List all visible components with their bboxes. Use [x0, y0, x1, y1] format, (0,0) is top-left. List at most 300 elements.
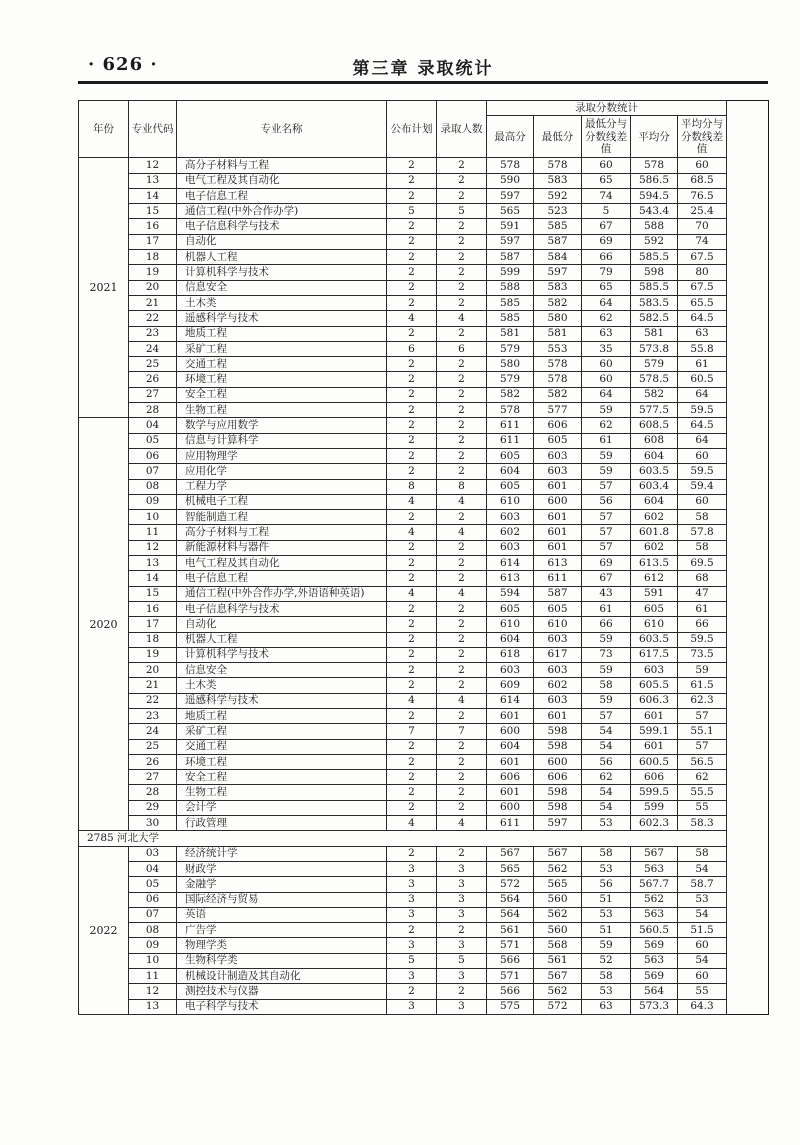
institution-row: [79, 831, 769, 846]
max-cell: 578: [487, 158, 534, 173]
table-row: [79, 969, 769, 984]
plan-cell: 3: [387, 877, 437, 892]
avg-cell: 573.3: [631, 999, 678, 1014]
avg-diff-cell: 67.5: [678, 280, 727, 295]
avg-cell: 582: [631, 387, 678, 402]
admitted-cell: 2: [437, 234, 487, 249]
max-cell: 606: [487, 770, 534, 785]
min-cell: 560: [534, 923, 582, 938]
min-diff-cell: 58: [582, 678, 631, 693]
code-cell: 29: [129, 800, 177, 815]
table-row: [79, 923, 769, 938]
plan-cell: 2: [387, 785, 437, 800]
min-diff-cell: 5: [582, 204, 631, 219]
avg-diff-cell: 58: [678, 510, 727, 525]
name-cell: 生物工程: [177, 403, 387, 418]
table-row: [79, 525, 769, 540]
avg-cell: 562: [631, 892, 678, 907]
name-cell: 自动化: [177, 617, 387, 632]
min-diff-cell: 58: [582, 969, 631, 984]
min-diff-cell: 59: [582, 448, 631, 463]
avg-diff-cell: 62.3: [678, 693, 727, 708]
avg-cell: 578: [631, 158, 678, 173]
min-cell: 598: [534, 724, 582, 739]
year-cell: 2020: [79, 418, 129, 831]
avg-diff-cell: 57.8: [678, 525, 727, 540]
code-cell: 20: [129, 280, 177, 295]
avg-diff-cell: 66: [678, 617, 727, 632]
spacer-cell: [727, 234, 769, 249]
plan-cell: 2: [387, 295, 437, 310]
plan-cell: 3: [387, 892, 437, 907]
admitted-cell: 2: [437, 357, 487, 372]
min-cell: 602: [534, 678, 582, 693]
spacer-cell: [727, 953, 769, 968]
code-cell: 21: [129, 295, 177, 310]
code-cell: 06: [129, 448, 177, 463]
code-cell: 13: [129, 999, 177, 1014]
spacer-cell: [727, 295, 769, 310]
admitted-cell: 5: [437, 204, 487, 219]
max-cell: 571: [487, 969, 534, 984]
plan-cell: 2: [387, 540, 437, 555]
name-cell: 生物工程: [177, 785, 387, 800]
avg-cell: 600.5: [631, 754, 678, 769]
code-cell: 16: [129, 601, 177, 616]
avg-diff-cell: 73.5: [678, 647, 727, 662]
plan-cell: 2: [387, 188, 437, 203]
spacer-cell: [727, 418, 769, 433]
table-row: [79, 708, 769, 723]
avg-cell: 543.4: [631, 204, 678, 219]
min-cell: 553: [534, 341, 582, 356]
admitted-cell: 5: [437, 953, 487, 968]
plan-cell: 3: [387, 969, 437, 984]
spacer-cell: [727, 219, 769, 234]
avg-diff-cell: 70: [678, 219, 727, 234]
admitted-cell: 2: [437, 984, 487, 999]
max-cell: 601: [487, 754, 534, 769]
spacer-cell: [727, 326, 769, 341]
max-cell: 610: [487, 494, 534, 509]
admitted-cell: 3: [437, 907, 487, 922]
table-row: [79, 433, 769, 448]
col-year: 年份: [79, 101, 129, 158]
table-row: [79, 158, 769, 173]
plan-cell: 6: [387, 341, 437, 356]
table-row: [79, 953, 769, 968]
col-min: 最低分: [534, 116, 582, 158]
table-row: [79, 586, 769, 601]
avg-diff-cell: 58: [678, 540, 727, 555]
plan-cell: 2: [387, 556, 437, 571]
code-cell: 26: [129, 372, 177, 387]
spacer-cell: [727, 923, 769, 938]
min-cell: 583: [534, 280, 582, 295]
max-cell: 602: [487, 525, 534, 540]
admitted-cell: 3: [437, 999, 487, 1014]
code-cell: 15: [129, 586, 177, 601]
code-cell: 10: [129, 510, 177, 525]
plan-cell: 2: [387, 326, 437, 341]
max-cell: 571: [487, 938, 534, 953]
admitted-cell: 2: [437, 770, 487, 785]
year-cell: 2021: [79, 158, 129, 418]
min-cell: 562: [534, 907, 582, 922]
admitted-cell: 2: [437, 188, 487, 203]
min-diff-cell: 69: [582, 556, 631, 571]
min-diff-cell: 73: [582, 647, 631, 662]
table-row: [79, 341, 769, 356]
code-cell: 21: [129, 678, 177, 693]
spacer-cell: [727, 357, 769, 372]
table-row: [79, 907, 769, 922]
min-diff-cell: 60: [582, 372, 631, 387]
name-cell: 自动化: [177, 234, 387, 249]
name-cell: 机械电子工程: [177, 494, 387, 509]
avg-diff-cell: 59.5: [678, 632, 727, 647]
admitted-cell: 2: [437, 846, 487, 861]
name-cell: 通信工程(中外合作办学,外语语种英语): [177, 586, 387, 601]
min-cell: 577: [534, 403, 582, 418]
min-diff-cell: 59: [582, 693, 631, 708]
spacer-cell: [727, 204, 769, 219]
min-diff-cell: 53: [582, 907, 631, 922]
min-cell: 603: [534, 663, 582, 678]
avg-diff-cell: 47: [678, 586, 727, 601]
admitted-cell: 2: [437, 158, 487, 173]
avg-cell: 603: [631, 663, 678, 678]
min-diff-cell: 35: [582, 341, 631, 356]
spacer-cell: [727, 525, 769, 540]
min-cell: 601: [534, 510, 582, 525]
code-cell: 27: [129, 387, 177, 402]
name-cell: 土木类: [177, 678, 387, 693]
plan-cell: 4: [387, 816, 437, 831]
spacer-cell: [727, 464, 769, 479]
col-avg: 平均分: [631, 116, 678, 158]
avg-cell: 582.5: [631, 311, 678, 326]
name-cell: 测控技术与仪器: [177, 984, 387, 999]
table-row: [79, 479, 769, 494]
min-diff-cell: 57: [582, 479, 631, 494]
table-row: [79, 372, 769, 387]
min-cell: 578: [534, 372, 582, 387]
admitted-cell: 2: [437, 173, 487, 188]
table-row: [79, 800, 769, 815]
spacer-cell: [727, 448, 769, 463]
col-avg-diff: 平均分与分数线差值: [678, 116, 727, 158]
admitted-cell: 6: [437, 341, 487, 356]
min-diff-cell: 60: [582, 158, 631, 173]
min-diff-cell: 59: [582, 632, 631, 647]
name-cell: 生物科学类: [177, 953, 387, 968]
plan-cell: 2: [387, 158, 437, 173]
avg-cell: 577.5: [631, 403, 678, 418]
min-diff-cell: 54: [582, 785, 631, 800]
plan-cell: 8: [387, 479, 437, 494]
avg-diff-cell: 61: [678, 357, 727, 372]
min-cell: 562: [534, 984, 582, 999]
avg-diff-cell: 54: [678, 861, 727, 876]
table-row: [79, 540, 769, 555]
min-diff-cell: 54: [582, 800, 631, 815]
name-cell: 环境工程: [177, 372, 387, 387]
admitted-cell: 3: [437, 892, 487, 907]
name-cell: 高分子材料与工程: [177, 525, 387, 540]
table-row: [79, 754, 769, 769]
code-cell: 05: [129, 433, 177, 448]
spacer-cell: [727, 158, 769, 173]
plan-cell: 2: [387, 234, 437, 249]
avg-cell: 602: [631, 510, 678, 525]
spacer-cell: [727, 831, 769, 846]
min-cell: 598: [534, 739, 582, 754]
table-row: [79, 250, 769, 265]
min-cell: 578: [534, 158, 582, 173]
code-cell: 11: [129, 969, 177, 984]
col-spacer: [727, 101, 769, 158]
plan-cell: 2: [387, 754, 437, 769]
admitted-cell: 2: [437, 556, 487, 571]
max-cell: 610: [487, 617, 534, 632]
code-cell: 13: [129, 173, 177, 188]
admitted-cell: 2: [437, 433, 487, 448]
spacer-cell: [727, 341, 769, 356]
max-cell: 575: [487, 999, 534, 1014]
plan-cell: 3: [387, 907, 437, 922]
code-cell: 24: [129, 341, 177, 356]
min-cell: 605: [534, 433, 582, 448]
spacer-cell: [727, 969, 769, 984]
admitted-cell: 7: [437, 724, 487, 739]
min-diff-cell: 57: [582, 540, 631, 555]
min-cell: 601: [534, 708, 582, 723]
avg-diff-cell: 80: [678, 265, 727, 280]
table-row: [79, 464, 769, 479]
min-diff-cell: 59: [582, 464, 631, 479]
min-diff-cell: 61: [582, 601, 631, 616]
avg-diff-cell: 55.8: [678, 341, 727, 356]
plan-cell: 2: [387, 846, 437, 861]
admitted-cell: 3: [437, 969, 487, 984]
admitted-cell: 2: [437, 663, 487, 678]
min-diff-cell: 58: [582, 846, 631, 861]
avg-cell: 605: [631, 601, 678, 616]
max-cell: 594: [487, 586, 534, 601]
plan-cell: 2: [387, 510, 437, 525]
min-cell: 561: [534, 953, 582, 968]
avg-cell: 599.1: [631, 724, 678, 739]
name-cell: 英语: [177, 907, 387, 922]
table-row: [79, 663, 769, 678]
max-cell: 597: [487, 188, 534, 203]
code-cell: 28: [129, 785, 177, 800]
table-row: [79, 357, 769, 372]
max-cell: 611: [487, 816, 534, 831]
avg-cell: 569: [631, 969, 678, 984]
max-cell: 603: [487, 540, 534, 555]
code-cell: 12: [129, 158, 177, 173]
min-diff-cell: 43: [582, 586, 631, 601]
table-body: [79, 158, 769, 1015]
code-cell: 07: [129, 464, 177, 479]
code-cell: 14: [129, 188, 177, 203]
code-cell: 04: [129, 861, 177, 876]
min-diff-cell: 56: [582, 877, 631, 892]
avg-cell: 612: [631, 571, 678, 586]
code-cell: 22: [129, 311, 177, 326]
admitted-cell: 4: [437, 693, 487, 708]
code-cell: 20: [129, 663, 177, 678]
min-diff-cell: 62: [582, 418, 631, 433]
min-diff-cell: 63: [582, 999, 631, 1014]
avg-cell: 586.5: [631, 173, 678, 188]
max-cell: 566: [487, 953, 534, 968]
plan-cell: 2: [387, 418, 437, 433]
max-cell: 609: [487, 678, 534, 693]
name-cell: 通信工程(中外合作办学): [177, 204, 387, 219]
avg-cell: 563: [631, 861, 678, 876]
plan-cell: 3: [387, 999, 437, 1014]
table-row: [79, 326, 769, 341]
name-cell: 电子信息科学与技术: [177, 219, 387, 234]
name-cell: 信息安全: [177, 663, 387, 678]
spacer-cell: [727, 846, 769, 861]
max-cell: 604: [487, 464, 534, 479]
min-diff-cell: 57: [582, 708, 631, 723]
max-cell: 565: [487, 861, 534, 876]
avg-cell: 560.5: [631, 923, 678, 938]
avg-diff-cell: 60: [678, 969, 727, 984]
avg-diff-cell: 68: [678, 571, 727, 586]
max-cell: 566: [487, 984, 534, 999]
table-row: [79, 693, 769, 708]
name-cell: 电子信息工程: [177, 188, 387, 203]
table-row: [79, 861, 769, 876]
code-cell: 16: [129, 219, 177, 234]
avg-cell: 604: [631, 448, 678, 463]
min-diff-cell: 61: [582, 433, 631, 448]
avg-diff-cell: 64: [678, 433, 727, 448]
min-diff-cell: 57: [582, 510, 631, 525]
min-cell: 606: [534, 418, 582, 433]
max-cell: 597: [487, 234, 534, 249]
table-row: [79, 494, 769, 509]
min-cell: 578: [534, 357, 582, 372]
plan-cell: 2: [387, 800, 437, 815]
min-cell: 617: [534, 647, 582, 662]
min-diff-cell: 65: [582, 173, 631, 188]
avg-diff-cell: 61: [678, 601, 727, 616]
min-cell: 582: [534, 387, 582, 402]
name-cell: 机械设计制造及其自动化: [177, 969, 387, 984]
table-row: [79, 770, 769, 785]
spacer-cell: [727, 556, 769, 571]
avg-diff-cell: 64: [678, 387, 727, 402]
min-cell: 603: [534, 632, 582, 647]
admitted-cell: 4: [437, 525, 487, 540]
code-cell: 25: [129, 357, 177, 372]
spacer-cell: [727, 861, 769, 876]
code-cell: 08: [129, 923, 177, 938]
admitted-cell: 4: [437, 494, 487, 509]
min-diff-cell: 69: [582, 234, 631, 249]
name-cell: 高分子材料与工程: [177, 158, 387, 173]
spacer-cell: [727, 770, 769, 785]
table-row: [79, 510, 769, 525]
max-cell: 614: [487, 693, 534, 708]
code-cell: 25: [129, 739, 177, 754]
table-row: [79, 678, 769, 693]
plan-cell: 2: [387, 571, 437, 586]
avg-diff-cell: 58: [678, 846, 727, 861]
avg-diff-cell: 55: [678, 800, 727, 815]
code-cell: 27: [129, 770, 177, 785]
code-cell: 12: [129, 540, 177, 555]
min-cell: 580: [534, 311, 582, 326]
min-cell: 565: [534, 877, 582, 892]
min-cell: 598: [534, 800, 582, 815]
admitted-cell: 2: [437, 617, 487, 632]
name-cell: 安全工程: [177, 387, 387, 402]
max-cell: 614: [487, 556, 534, 571]
max-cell: 567: [487, 846, 534, 861]
table-row: [79, 999, 769, 1014]
table-row: [79, 785, 769, 800]
max-cell: 604: [487, 632, 534, 647]
name-cell: 广告学: [177, 923, 387, 938]
name-cell: 会计学: [177, 800, 387, 815]
min-diff-cell: 53: [582, 816, 631, 831]
spacer-cell: [727, 510, 769, 525]
avg-cell: 602: [631, 540, 678, 555]
spacer-cell: [727, 984, 769, 999]
name-cell: 电子信息科学与技术: [177, 601, 387, 616]
avg-diff-cell: 64.5: [678, 418, 727, 433]
code-cell: 19: [129, 647, 177, 662]
avg-cell: 599: [631, 800, 678, 815]
name-cell: 土木类: [177, 295, 387, 310]
table-row: [79, 601, 769, 616]
code-cell: 22: [129, 693, 177, 708]
min-diff-cell: 64: [582, 295, 631, 310]
table-row: [79, 204, 769, 219]
avg-diff-cell: 61.5: [678, 678, 727, 693]
plan-cell: 2: [387, 770, 437, 785]
avg-cell: 602.3: [631, 816, 678, 831]
avg-diff-cell: 59.4: [678, 479, 727, 494]
avg-cell: 594.5: [631, 188, 678, 203]
spacer-cell: [727, 724, 769, 739]
code-cell: 18: [129, 632, 177, 647]
code-cell: 06: [129, 892, 177, 907]
name-cell: 交通工程: [177, 739, 387, 754]
min-diff-cell: 52: [582, 953, 631, 968]
col-admitted: 录取人数: [437, 101, 487, 158]
plan-cell: 3: [387, 938, 437, 953]
table-row: [79, 418, 769, 433]
max-cell: 582: [487, 387, 534, 402]
name-cell: 机器人工程: [177, 632, 387, 647]
max-cell: 588: [487, 280, 534, 295]
col-max: 最高分: [487, 116, 534, 158]
admitted-cell: 2: [437, 647, 487, 662]
avg-diff-cell: 59.5: [678, 403, 727, 418]
admitted-cell: 2: [437, 785, 487, 800]
code-cell: 23: [129, 708, 177, 723]
avg-cell: 591: [631, 586, 678, 601]
